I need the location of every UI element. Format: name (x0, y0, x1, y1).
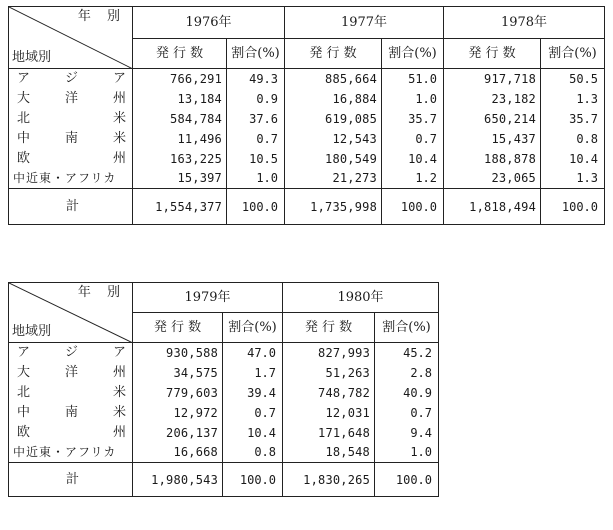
ratio-cell: 10.5 (227, 149, 285, 169)
ratio-cell: 1.0 (227, 169, 285, 189)
region-char: ジ (64, 70, 78, 86)
count-cell: 12,972 (133, 403, 223, 423)
total-count: 1,818,494 (444, 189, 541, 225)
region-char: 米 (112, 404, 126, 420)
count-cell: 12,031 (283, 403, 375, 423)
count-cell: 16,668 (133, 443, 223, 463)
ratio-cell: 2.8 (375, 363, 439, 383)
corner-header (9, 283, 133, 343)
ratio-cell: 0.7 (227, 129, 285, 149)
year-header: 1976年 (133, 7, 285, 39)
region-char: ア (112, 344, 126, 360)
count-header: 発 行 数 (285, 39, 382, 69)
year-header: 1979年 (133, 283, 283, 313)
ratio-cell: 1.0 (375, 443, 439, 463)
total-ratio: 100.0 (227, 189, 285, 225)
total-count: 1,830,265 (283, 463, 375, 497)
total-ratio: 100.0 (382, 189, 444, 225)
count-cell: 163,225 (133, 149, 227, 169)
count-cell: 827,993 (283, 343, 375, 363)
year-axis-label: 年 別 (77, 285, 126, 300)
year-header: 1977年 (285, 7, 444, 39)
region-char: 米 (112, 110, 126, 126)
ratio-header: 割合(%) (227, 39, 285, 69)
region-char: 州 (112, 424, 126, 440)
region-cell (9, 69, 133, 89)
count-header: 発 行 数 (283, 313, 375, 343)
region-char: 大 (17, 90, 31, 106)
count-cell: 15,397 (133, 169, 227, 189)
region-char: 南 (64, 130, 78, 146)
ratio-cell: 10.4 (382, 149, 444, 169)
region-char: 米 (112, 130, 126, 146)
total-count: 1,554,377 (133, 189, 227, 225)
region-cell (9, 363, 133, 383)
table-row (9, 109, 605, 129)
region-char: ア (112, 70, 126, 86)
region-char: 北 (17, 110, 31, 126)
ratio-cell: 50.5 (541, 69, 605, 89)
ratio-cell: 1.2 (382, 169, 444, 189)
table-row (9, 169, 605, 189)
count-cell: 180,549 (285, 149, 382, 169)
region-cell (9, 383, 133, 403)
ratio-cell: 1.0 (382, 89, 444, 109)
table-1979-1980 (8, 282, 439, 497)
count-header: 発 行 数 (133, 39, 227, 69)
region-char: 中 (17, 404, 31, 420)
ratio-cell: 39.4 (223, 383, 283, 403)
count-header: 発 行 数 (444, 39, 541, 69)
table-row (9, 403, 439, 423)
ratio-cell: 37.6 (227, 109, 285, 129)
ratio-cell: 0.8 (541, 129, 605, 149)
count-cell: 748,782 (283, 383, 375, 403)
table-row (9, 89, 605, 109)
corner-header (9, 7, 133, 69)
count-cell: 206,137 (133, 423, 223, 443)
total-label: 計 (9, 189, 133, 225)
region-char: 洋 (64, 90, 78, 106)
count-cell: 885,664 (285, 69, 382, 89)
ratio-cell: 1.7 (223, 363, 283, 383)
total-ratio: 100.0 (223, 463, 283, 497)
region-char: 北 (17, 384, 31, 400)
count-cell: 779,603 (133, 383, 223, 403)
count-cell: 51,263 (283, 363, 375, 383)
ratio-cell: 1.3 (541, 169, 605, 189)
ratio-cell: 51.0 (382, 69, 444, 89)
region-cell (9, 403, 133, 423)
ratio-cell: 0.7 (375, 403, 439, 423)
table-row (9, 443, 439, 463)
ratio-cell: 49.3 (227, 69, 285, 89)
region-char: 南 (64, 404, 78, 420)
table-1976-1978 (8, 6, 605, 225)
region-char: 州 (112, 90, 126, 106)
table-row (9, 69, 605, 89)
region-char: 州 (112, 150, 126, 166)
ratio-header: 割合(%) (375, 313, 439, 343)
region-cell (9, 109, 133, 129)
region-cell (9, 149, 133, 169)
region-cell (9, 423, 133, 443)
count-cell: 16,884 (285, 89, 382, 109)
ratio-cell: 35.7 (541, 109, 605, 129)
count-cell: 650,214 (444, 109, 541, 129)
table-row (9, 363, 439, 383)
ratio-cell: 0.7 (382, 129, 444, 149)
total-count: 1,735,998 (285, 189, 382, 225)
region-char: 州 (112, 364, 126, 380)
total-ratio: 100.0 (541, 189, 605, 225)
count-cell: 34,575 (133, 363, 223, 383)
count-cell: 171,648 (283, 423, 375, 443)
region-cell (9, 89, 133, 109)
count-cell: 11,496 (133, 129, 227, 149)
region-cell (9, 343, 133, 363)
region-cell (9, 129, 133, 149)
count-cell: 766,291 (133, 69, 227, 89)
region-char: 米 (112, 384, 126, 400)
count-cell: 18,548 (283, 443, 375, 463)
count-cell: 12,543 (285, 129, 382, 149)
total-count: 1,980,543 (133, 463, 223, 497)
table-row (9, 383, 439, 403)
total-label: 計 (9, 463, 133, 497)
region-axis-label: 地域別 (12, 50, 52, 65)
ratio-cell: 47.0 (223, 343, 283, 363)
region-char: 洋 (64, 364, 78, 380)
year-axis-label: 年 別 (77, 9, 126, 24)
region-cell (9, 443, 133, 463)
total-ratio: 100.0 (375, 463, 439, 497)
ratio-cell: 45.2 (375, 343, 439, 363)
region-char: ジ (64, 344, 78, 360)
region-char: 中 (17, 130, 31, 146)
table-row (9, 129, 605, 149)
count-cell: 188,878 (444, 149, 541, 169)
count-cell: 584,784 (133, 109, 227, 129)
region-label: 中近東・アフリカ (13, 445, 117, 460)
ratio-cell: 0.8 (223, 443, 283, 463)
count-cell: 13,184 (133, 89, 227, 109)
table-row (9, 343, 439, 363)
region-char: 欧 (17, 150, 31, 166)
count-cell: 619,085 (285, 109, 382, 129)
table-row (9, 149, 605, 169)
region-cell (9, 169, 133, 189)
count-cell: 930,588 (133, 343, 223, 363)
region-char: ア (17, 344, 31, 360)
ratio-header: 割合(%) (382, 39, 444, 69)
count-cell: 23,182 (444, 89, 541, 109)
count-cell: 21,273 (285, 169, 382, 189)
ratio-cell: 10.4 (541, 149, 605, 169)
ratio-cell: 1.3 (541, 89, 605, 109)
region-char: 欧 (17, 424, 31, 440)
ratio-cell: 0.7 (223, 403, 283, 423)
region-char: ア (17, 70, 31, 86)
year-header: 1978年 (444, 7, 605, 39)
ratio-header: 割合(%) (541, 39, 605, 69)
count-cell: 15,437 (444, 129, 541, 149)
count-header: 発 行 数 (133, 313, 223, 343)
ratio-cell: 0.9 (227, 89, 285, 109)
ratio-cell: 9.4 (375, 423, 439, 443)
ratio-cell: 10.4 (223, 423, 283, 443)
count-cell: 917,718 (444, 69, 541, 89)
region-axis-label: 地域別 (12, 324, 52, 339)
year-header: 1980年 (283, 283, 439, 313)
region-char: 大 (17, 364, 31, 380)
ratio-cell: 35.7 (382, 109, 444, 129)
table-row (9, 423, 439, 443)
count-cell: 23,065 (444, 169, 541, 189)
ratio-cell: 40.9 (375, 383, 439, 403)
region-label: 中近東・アフリカ (13, 171, 117, 186)
ratio-header: 割合(%) (223, 313, 283, 343)
